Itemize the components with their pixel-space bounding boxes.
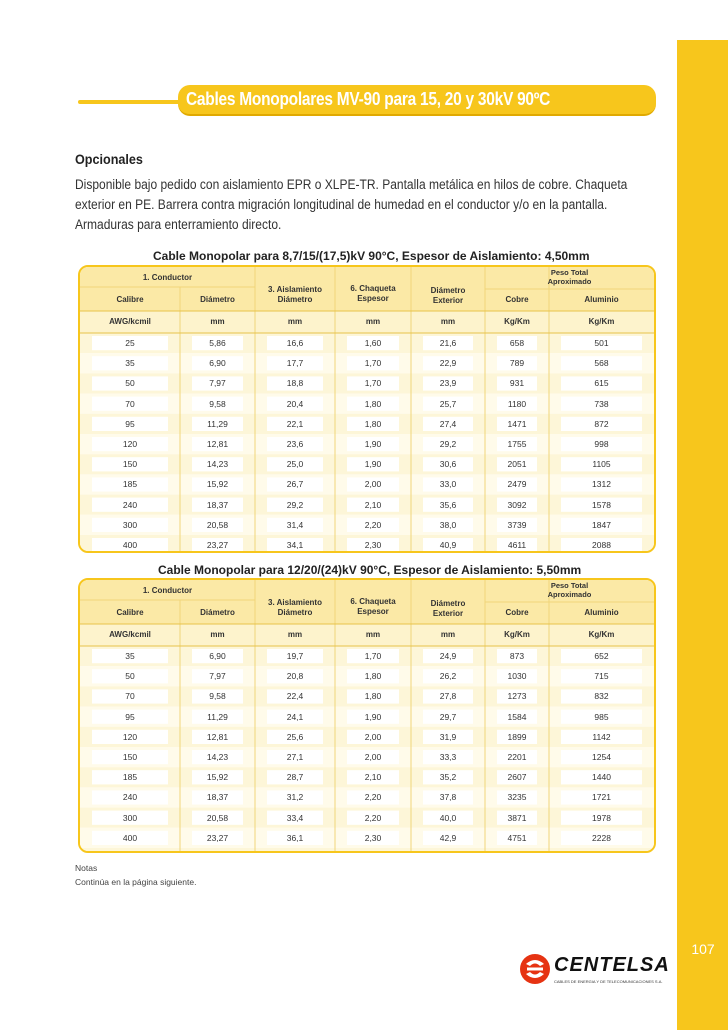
cell-bg bbox=[92, 851, 168, 853]
table-row bbox=[80, 828, 654, 848]
header-conductor: 1. Conductor bbox=[142, 273, 193, 282]
cell-bg bbox=[347, 851, 399, 853]
table-cell: 4611 bbox=[507, 540, 527, 550]
table-cell: 1180 bbox=[507, 398, 527, 409]
cell-bg bbox=[423, 851, 473, 853]
header-calibre: Calibre bbox=[116, 295, 144, 304]
table-cell: 11,29 bbox=[207, 418, 228, 429]
table-cell: 35 bbox=[125, 651, 135, 661]
page-number: 107 bbox=[691, 941, 715, 957]
table-cell: 95 bbox=[125, 711, 135, 722]
table-row bbox=[80, 666, 654, 686]
table-cell: 50 bbox=[125, 378, 135, 389]
table-cell: 2,30 bbox=[364, 832, 382, 843]
header-diametro-exterior: Diámetro Exterior bbox=[430, 599, 466, 618]
table-cell: 25,0 bbox=[286, 459, 304, 470]
unit-label: mm bbox=[287, 630, 303, 639]
table-cell: 185 bbox=[122, 772, 138, 783]
table-row bbox=[80, 515, 654, 535]
table-cell: 21,6 bbox=[439, 338, 457, 348]
table-cell: 26,2 bbox=[439, 671, 457, 682]
table-cell: 872 bbox=[594, 418, 609, 429]
header-chaqueta: 6. Chaqueta Espesor bbox=[350, 597, 396, 616]
table-cell: 28,7 bbox=[286, 772, 304, 783]
table-row bbox=[80, 394, 654, 414]
table-cell: 34,1 bbox=[286, 540, 304, 550]
table-cell: 985 bbox=[594, 711, 609, 722]
table-cell: 150 bbox=[122, 752, 138, 762]
table-cell: 6,90 bbox=[209, 651, 226, 661]
table-cell: 27,1 bbox=[286, 752, 304, 762]
table-cell: 568 bbox=[594, 358, 609, 369]
table-cell: 400 bbox=[122, 540, 138, 550]
table-cell: 2,20 bbox=[364, 792, 382, 803]
logo-subtitle: CABLES DE ENERGIA Y DE TELECOMUNICACIONES S.A. bbox=[554, 979, 663, 984]
table-cell: 715 bbox=[594, 671, 609, 682]
table-cell: 40,9 bbox=[439, 540, 457, 550]
page-title: Cables Monopolares MV-90 para 15, 20 y 30kV 90ºC bbox=[186, 89, 551, 109]
table-cell: 12,81 bbox=[206, 731, 229, 742]
table-cell: 95 bbox=[125, 418, 135, 429]
table-cell: 185 bbox=[122, 479, 138, 490]
cell-bg bbox=[192, 851, 243, 853]
table-cell: 2,00 bbox=[364, 479, 382, 490]
table-cell: 31,4 bbox=[286, 519, 304, 530]
table-cell: 501 bbox=[594, 338, 609, 348]
table-cell: 22,9 bbox=[439, 358, 457, 369]
table-cell: 1,90 bbox=[364, 439, 382, 449]
table-row bbox=[80, 454, 654, 474]
paragraph-line: Armaduras para enterramiento directo. bbox=[75, 217, 282, 232]
table-cell: 1471 bbox=[507, 418, 527, 429]
table-cell: 23,27 bbox=[206, 832, 229, 843]
table-cell: 9,58 bbox=[209, 691, 226, 702]
header-aislamiento: 3. Aislamiento Diámetro bbox=[268, 598, 322, 617]
table-cell: 24,1 bbox=[286, 711, 304, 722]
cell-bg bbox=[497, 851, 537, 853]
table-row bbox=[80, 535, 654, 553]
table-cell: 300 bbox=[122, 519, 138, 530]
table-cell: 15,92 bbox=[206, 772, 229, 783]
table-cell: 70 bbox=[125, 691, 135, 702]
table-row bbox=[80, 414, 654, 434]
table-cell: 20,8 bbox=[286, 671, 304, 682]
table-cell: 873 bbox=[509, 651, 525, 661]
cell-bg bbox=[561, 851, 642, 853]
unit-label: Kg/Km bbox=[504, 630, 530, 639]
table-row bbox=[80, 373, 654, 393]
table-cell: 1,80 bbox=[364, 418, 382, 429]
unit-label: mm bbox=[287, 317, 303, 326]
table-cell: 25,7 bbox=[439, 398, 457, 409]
table-row bbox=[80, 353, 654, 373]
table-cell: 1,70 bbox=[364, 378, 382, 389]
table-cell: 738 bbox=[594, 398, 609, 409]
table-cell: 5,86 bbox=[209, 338, 226, 348]
data-table bbox=[78, 265, 656, 553]
unit-label: Kg/Km bbox=[588, 317, 615, 326]
table-row bbox=[80, 727, 654, 747]
table-row bbox=[80, 474, 654, 494]
table-row bbox=[80, 707, 654, 727]
table-cell: 2051 bbox=[507, 459, 527, 470]
table-row bbox=[80, 646, 654, 666]
table-cell: 19,7 bbox=[286, 651, 304, 661]
table-cell: 931 bbox=[509, 378, 525, 389]
company-logo bbox=[518, 950, 670, 990]
table-cell: 23,27 bbox=[206, 540, 229, 550]
header-chaqueta: 6. Chaqueta Espesor bbox=[350, 284, 396, 303]
table-cell: 18,37 bbox=[206, 792, 229, 803]
table-cell: 33,0 bbox=[439, 479, 457, 490]
table-cell: 2607 bbox=[507, 772, 527, 783]
logo-icon bbox=[518, 952, 552, 986]
table-cell: 35,2 bbox=[439, 772, 457, 783]
table-cell: 22,1 bbox=[286, 418, 304, 429]
table-cell: 1030 bbox=[507, 671, 527, 682]
table-cell: 40,0 bbox=[439, 812, 457, 823]
table-cell: 240 bbox=[122, 499, 138, 510]
table-cell: 1,80 bbox=[364, 671, 382, 682]
table-cell: 27,8 bbox=[439, 691, 457, 702]
table-cell: 2,20 bbox=[364, 519, 382, 530]
table-cell: 658 bbox=[509, 338, 525, 348]
side-accent-bar bbox=[677, 40, 728, 1030]
header-diametro: Diámetro bbox=[200, 608, 235, 617]
table-cell: 2,30 bbox=[364, 540, 382, 550]
table-cell: 23,9 bbox=[439, 378, 457, 389]
table-cell: 35,6 bbox=[439, 499, 457, 510]
unit-label: Kg/Km bbox=[588, 630, 615, 639]
table-cell: 70 bbox=[125, 398, 135, 409]
table-cell: 36,1 bbox=[286, 832, 304, 843]
unit-label: mm bbox=[365, 317, 381, 326]
table-cell: 2088 bbox=[592, 540, 611, 550]
header-cobre: Cobre bbox=[505, 608, 529, 617]
table-row bbox=[80, 495, 654, 515]
paragraph-line: exterior en PE. Barrera contra migración longitudinal de humedad en el conductor y/o en la pantalla. bbox=[75, 197, 608, 212]
data-table bbox=[78, 578, 656, 853]
unit-label: AWG/kcmil bbox=[109, 630, 151, 639]
table-cell: 615 bbox=[594, 378, 609, 389]
table-cell: 1,90 bbox=[364, 711, 382, 722]
table-cell: 29,2 bbox=[286, 499, 304, 510]
table-cell: 24,9 bbox=[439, 651, 457, 661]
cell-bg bbox=[267, 851, 323, 853]
table-cell: 29,2 bbox=[439, 439, 457, 449]
table-cell: 2,00 bbox=[364, 731, 382, 742]
unit-label: mm bbox=[210, 630, 225, 639]
table-cell: 1,80 bbox=[364, 398, 382, 409]
table-cell: 25 bbox=[125, 338, 135, 348]
logo-wordmark: CENTELSA bbox=[554, 954, 670, 976]
table-cell: 1578 bbox=[592, 499, 611, 510]
table-cell: 20,58 bbox=[206, 812, 229, 823]
table-cell: 7,97 bbox=[209, 378, 226, 389]
table-cell: 1105 bbox=[592, 459, 611, 470]
unit-label: mm bbox=[210, 317, 225, 326]
header-conductor: 1. Conductor bbox=[142, 586, 193, 595]
table-cell: 1,70 bbox=[364, 358, 382, 369]
table-cell: 42,9 bbox=[439, 832, 457, 843]
table-cell: 33,4 bbox=[286, 812, 304, 823]
table-cell: 400 bbox=[122, 832, 138, 843]
paragraph-line: Disponible bajo pedido con aislamiento EPR o XLPE-TR. Pantalla metálica en hilos de cobre. Chaqueta bbox=[75, 177, 628, 192]
notes bbox=[75, 861, 196, 889]
table-cell: 1312 bbox=[592, 479, 611, 490]
table-cell: 120 bbox=[122, 731, 138, 742]
table-cell: 1847 bbox=[592, 519, 611, 530]
table-caption: Cable Monopolar para 8,7/15/(17,5)kV 90°C, Espesor de Aislamiento: 4,50mm bbox=[153, 249, 590, 263]
table-row bbox=[80, 767, 654, 787]
unit-label: mm bbox=[440, 317, 456, 326]
table-cell: 22,4 bbox=[286, 691, 304, 702]
table-cell: 998 bbox=[594, 439, 609, 449]
table-cell: 1254 bbox=[592, 752, 611, 762]
table-cell: 33,3 bbox=[439, 752, 457, 762]
table-cell: 17,7 bbox=[286, 358, 304, 369]
table-cell: 7,97 bbox=[209, 671, 226, 682]
table-cell: 25,6 bbox=[286, 731, 304, 742]
section-heading: Opcionales bbox=[75, 151, 143, 167]
table-cell: 50 bbox=[125, 671, 135, 682]
table-cell: 14,23 bbox=[206, 752, 229, 762]
table-cell: 3871 bbox=[507, 812, 527, 823]
table-cell: 789 bbox=[509, 358, 525, 369]
header-cobre: Cobre bbox=[505, 295, 529, 304]
notes-text: Continúa en la página siguiente. bbox=[75, 877, 197, 887]
table-cell: 300 bbox=[122, 812, 138, 823]
table-cell: 11,29 bbox=[207, 711, 228, 722]
header-peso-total: Peso Total Aproximado bbox=[547, 581, 592, 599]
header-diametro: Diámetro bbox=[200, 295, 235, 304]
table-row bbox=[80, 686, 654, 706]
table-row bbox=[80, 747, 654, 767]
table-cell: 12,81 bbox=[206, 439, 229, 449]
header-calibre: Calibre bbox=[116, 608, 144, 617]
table-cell: 31,2 bbox=[286, 792, 304, 803]
table-cell: 1,90 bbox=[364, 459, 382, 470]
table-cell: 240 bbox=[122, 792, 138, 803]
table-cell: 9,58 bbox=[209, 398, 226, 409]
table-cell: 2,00 bbox=[364, 752, 382, 762]
table-cell: 2,20 bbox=[364, 812, 382, 823]
table-caption: Cable Monopolar para 12/20/(24)kV 90°C, Espesor de Aislamiento: 5,50mm bbox=[158, 563, 582, 577]
table-cell: 6,90 bbox=[209, 358, 226, 369]
unit-label: Kg/Km bbox=[504, 317, 530, 326]
header-peso-total: Peso Total Aproximado bbox=[547, 268, 592, 286]
table-cell: 18,8 bbox=[286, 378, 304, 389]
table-cell: 15,92 bbox=[206, 479, 229, 490]
table-row bbox=[80, 787, 654, 807]
table-cell: 832 bbox=[594, 691, 609, 702]
table-row bbox=[80, 808, 654, 828]
notes-label: Notas bbox=[75, 863, 98, 873]
table-cell: 4751 bbox=[507, 832, 527, 843]
table-cell: 1,70 bbox=[364, 651, 382, 661]
description-paragraph bbox=[75, 175, 645, 235]
table-cell: 2201 bbox=[507, 752, 527, 762]
table-cell: 3739 bbox=[507, 519, 527, 530]
unit-label: AWG/kcmil bbox=[109, 317, 151, 326]
table-cell: 2,10 bbox=[364, 772, 382, 783]
table-cell: 120 bbox=[122, 439, 138, 449]
table-cell: 20,58 bbox=[206, 519, 229, 530]
table-cell: 2,10 bbox=[364, 499, 382, 510]
table-cell: 27,4 bbox=[439, 418, 457, 429]
table-cell: 1273 bbox=[507, 691, 527, 702]
table-cell: 150 bbox=[122, 459, 138, 470]
header-aislamiento: 3. Aislamiento Diámetro bbox=[268, 285, 322, 304]
table-cell: 14,23 bbox=[206, 459, 229, 470]
table-cell: 1440 bbox=[592, 772, 611, 783]
unit-label: mm bbox=[440, 630, 456, 639]
table-cell: 652 bbox=[594, 651, 609, 661]
table-row bbox=[80, 434, 654, 454]
header-aluminio: Aluminio bbox=[584, 608, 619, 617]
table-cell: 1,60 bbox=[364, 338, 382, 348]
table-cell: 3235 bbox=[507, 792, 527, 803]
table-cell: 1584 bbox=[507, 711, 527, 722]
table-cell: 1899 bbox=[507, 731, 527, 742]
table-cell: 16,6 bbox=[286, 338, 304, 348]
table-cell: 1142 bbox=[592, 731, 611, 742]
table-cell: 20,4 bbox=[286, 398, 304, 409]
table-cell: 18,37 bbox=[206, 499, 229, 510]
table-cell: 1721 bbox=[592, 792, 611, 803]
table-cell: 1755 bbox=[507, 439, 527, 449]
table-cell: 2228 bbox=[592, 832, 611, 843]
table-cell: 38,0 bbox=[439, 519, 457, 530]
table-cell: 1,80 bbox=[364, 691, 382, 702]
table-cell: 31,9 bbox=[439, 731, 457, 742]
table-cell: 26,7 bbox=[286, 479, 304, 490]
table-row bbox=[80, 848, 654, 853]
table-cell: 35 bbox=[125, 358, 135, 369]
table-cell: 1978 bbox=[592, 812, 611, 823]
table-cell: 37,8 bbox=[439, 792, 457, 803]
header-diametro-exterior: Diámetro Exterior bbox=[430, 286, 466, 305]
title-accent-line bbox=[78, 100, 186, 104]
table-cell: 23,6 bbox=[286, 439, 304, 449]
table-row bbox=[80, 333, 654, 353]
unit-label: mm bbox=[365, 630, 381, 639]
table-cell: 2479 bbox=[507, 479, 527, 490]
table-cell: 3092 bbox=[507, 499, 527, 510]
table-cell: 30,6 bbox=[439, 459, 457, 470]
header-aluminio: Aluminio bbox=[584, 295, 619, 304]
table-cell: 29,7 bbox=[439, 711, 457, 722]
